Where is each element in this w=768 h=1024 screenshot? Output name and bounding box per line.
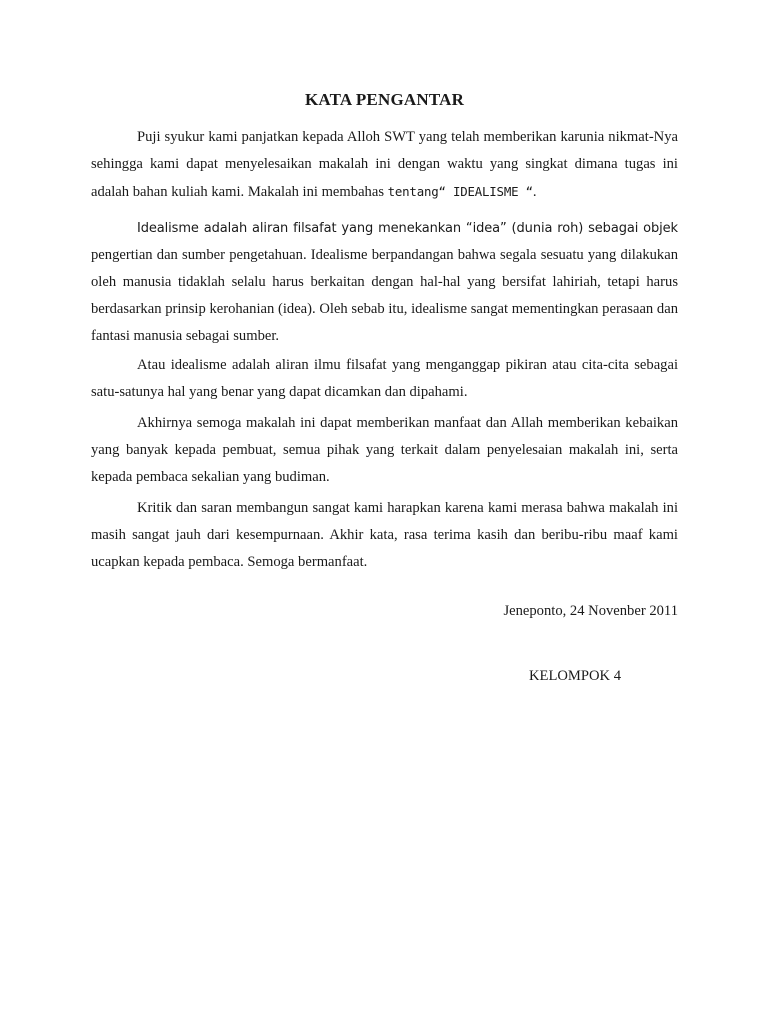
- paragraph-criticism-request: Kritik dan saran membangun sangat kami harapkan karena kami merasa bahwa makalah ini masih sangat jauh dari kesempurnaan. Akhir kata, rasa terima kasih dan beribu-ribu maaf kami ucapkan kepada pembaca. Semoga bermanfaat.: [91, 500, 678, 570]
- topic-highlight: tentang“ IDEALISME “: [387, 184, 533, 199]
- paragraph-alternative-definition: Atau idealisme adalah aliran ilmu filsafat yang menganggap pikiran atau cita-cita sebagai satu-satunya hal yang benar yang dapat dicamkan dan dipahami.: [91, 357, 678, 400]
- author-signature: KELOMPOK 4: [529, 668, 622, 684]
- paragraph-idealism-definition: [91, 215, 678, 350]
- paragraph-opening: [91, 124, 678, 206]
- paragraph-opening-text: Puji syukur kami panjatkan kepada Alloh SWT yang telah memberikan karunia nikmat-Nya sehingga kami dapat menyelesaikan makalah ini dengan waktu yang singkat dimana tugas ini adalah bahan kuliah kami. Makalah ini membahas: [91, 129, 678, 200]
- place-and-date: Jeneponto, 24 Novenber 2011: [503, 603, 678, 619]
- paragraph-idealism-lead: Idealisme adalah aliran filsafat yang menekankan “idea” (dunia roh) sebagai objek: [137, 221, 678, 236]
- paragraph-opening-end: .: [532, 184, 537, 200]
- page-title: KATA PENGANTAR: [304, 90, 465, 109]
- document-page: [91, 0, 678, 1024]
- paragraph-idealism-body: pengertian dan sumber pengetahuan. Idealisme berpandangan bahwa segala sesuatu yang dilakukan oleh manusia tidaklah selalu harus berkaitan dengan hal-hal yang bersifat lahiriah, tetapi harus berdasarkan prinsip kerohanian (idea). Oleh sebab itu, idealisme sangat mementingkan perasaan dan fantasi manusia sebagai sumber.: [91, 247, 678, 344]
- paragraph-closing-hope: Akhirnya semoga makalah ini dapat memberikan manfaat dan Allah memberikan kebaikan yang banyak kepada pembuat, semua pihak yang terkait dalam penyelesaian makalah ini, serta kepada pembaca sekalian yang budiman.: [91, 415, 678, 485]
